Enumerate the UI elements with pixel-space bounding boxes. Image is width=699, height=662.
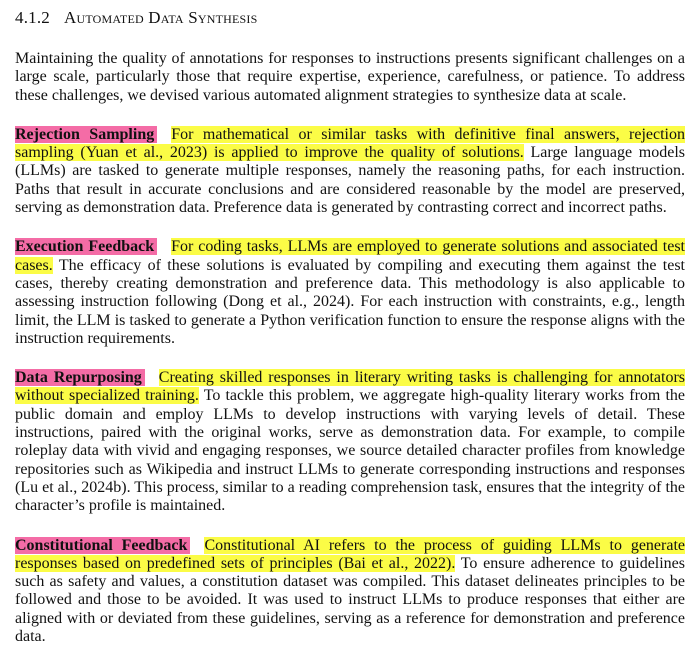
section-title: Automated Data Synthesis — [64, 8, 258, 27]
paragraph-body: To tackle this problem, we aggregate high-quality literary works from the public domain and employ LLMs to develop instructions with varying levels of detail. These instructions, paired with the original works, serve as demonstration data. For example, to compile roleplay data with vivid and engaging responses, we source detailed character profiles from knowledge repositories such as Wikipedia and instruct LLMs to generate corresponding instructions and responses (Lu et al., 2024b). This process, similar to a reading comprehension task, ensures that the integrity of the character’s profile is maintained. — [15, 387, 685, 515]
intro-paragraph: Maintaining the quality of annotations for responses to instructions presents significant challenges on a large scale, particularly those that require expertise, experience, carefulness, or patience. To address these challenges, we devised various automated alignment strategies to synthesize data at scale. — [15, 50, 685, 104]
paragraph-body: The efficacy of these solutions is evaluated by compiling and executing them against the test cases, thereby creating demonstration and preference data. This methodology is also applicable to assessing instruction following (Dong et al., 2024). For each instruction with constraints, e.g., length limit, the LLM is tasked to generate a Python verification function to ensure the response aligns with the instruction requirements. — [15, 256, 685, 347]
paragraph-heading: Rejection Sampling — [15, 126, 157, 143]
paragraph-constitutional-feedback — [15, 537, 685, 647]
paragraph-heading: Execution Feedback — [15, 238, 157, 255]
highlighted-text: Creating skilled responses in literary writing tasks is challenging for annotators without specialized training. — [15, 369, 686, 405]
paragraph-rejection-sampling — [15, 126, 685, 217]
paragraph-execution-feedback — [15, 238, 685, 348]
highlighted-text: For coding tasks, LLMs are employed to generate solutions and associated test cases. — [15, 238, 686, 274]
paragraph-data-repurposing — [15, 369, 685, 515]
section-heading — [15, 8, 685, 28]
highlighted-text: For mathematical or similar tasks with definitive final answers, rejection sampling (Yuan et al., 2023) is applied to improve the quality of solutions. — [15, 125, 685, 162]
highlighted-text: Constitutional AI refers to the process of guiding LLMs to generate responses based on predefined sets of principles (Bai et al., 2022). — [15, 536, 685, 572]
section-number: 4.1.2 — [15, 8, 50, 27]
paragraph-heading: Data Repurposing — [15, 369, 145, 386]
paragraph-body: Large language models (LLMs) are tasked to generate multiple responses, namely the reasoning paths, for each instruction. Paths that result in accurate conclusions and are considered reasonable by the model are preserved, serving as demonstration data. Preference data is generated by contrasting correct and incorrect paths. — [15, 144, 685, 217]
paragraph-body: To ensure adherence to guidelines such as safety and values, a constitution dataset was compiled. This dataset delineates principles to be followed and those to be avoided. It was used to instruct LLMs to produce responses that either are aligned with or deviated from these guidelines, serving as a reference for demonstration and preference data. — [15, 554, 686, 646]
paragraph-heading: Constitutional Feedback — [15, 537, 190, 554]
